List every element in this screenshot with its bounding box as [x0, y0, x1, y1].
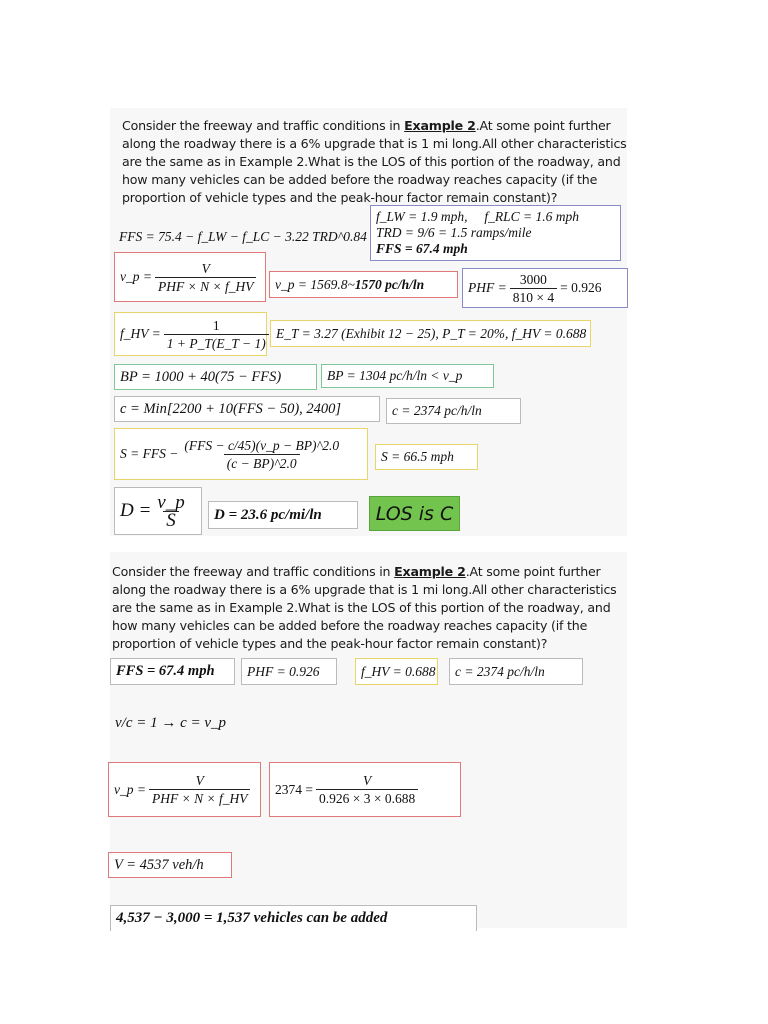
phf-box: PHF = $\frac{3000}{810 \times 4}$ = 0.926	[462, 268, 628, 308]
ffs-parameters-box: f_LW = 1.9 mph, f_RLC = 1.6 mph TRD = 9/6 = 1.5 ramps/mile FFS = 67.4 mph	[370, 205, 621, 261]
vp-value-box: v_p = 1569.8~ 1570 pc/h/ln	[269, 271, 458, 298]
density-value-box: D = 23.6 pc/mi/ln	[208, 501, 358, 529]
capacity-equation-box: 2374 = $\frac{V}{0.926 \times 3 \times 0.688}$	[269, 762, 461, 817]
problem-statement-2: Consider the freeway and traffic conditions in Example 2.At some point further along the roadway there is a 6% upgrade that is 1 mi long.All other characteristics are the same as in Example 2.What is the LOS of this portion of the roadway, and how many vehicles can be added before the roadway reaches capacity (if the proportion of vehicle types and the peak-hour factor remain constant)?	[112, 564, 617, 651]
ffs-equation: FFS = 75.4 − f_LW − f_LC − 3.22 TRD^0.84	[119, 229, 367, 244]
example-2-link[interactable]: Example 2	[404, 118, 476, 133]
density-formula-box: D = $\frac{v\_p}{S}$	[114, 487, 202, 535]
vp-formula-box: v_p = $\frac{V}{\text{PHF × N × f\_HV}}$	[114, 252, 266, 302]
vc-ratio-line: v/c = 1 → c = v_p	[115, 714, 227, 731]
fhv-given-box: f_HV = 0.688	[355, 658, 438, 685]
vehicles-added-result: 4,537 − 3,000 = 1,537 vehicles can be added	[110, 905, 477, 931]
capacity-given-box: c = 2374 pc/h/ln	[449, 658, 583, 685]
ffs-given-box: FFS = 67.4 mph	[110, 658, 235, 685]
bp-formula-box: BP = 1000 + 40(75 − FFS)	[114, 364, 317, 390]
speed-value-box: S = 66.5 mph	[375, 444, 478, 470]
vp-formula-box-2: v_p = $\frac{V}{\text{PHF × N × f\_HV}}$	[108, 762, 261, 817]
capacity-value-box: c = 2374 pc/h/ln	[386, 398, 521, 424]
volume-result-box: V = 4537 veh/h	[108, 852, 232, 878]
capacity-formula-box: c = Min[2200 + 10(FFS − 50), 2400]	[114, 396, 380, 422]
fhv-formula-box: f_HV = $\frac{1}{1 + P\_T(E\_T - 1)}$	[114, 312, 267, 356]
phf-given-box: PHF = 0.926	[241, 658, 337, 685]
problem-statement-1: Consider the freeway and traffic conditions in Example 2.At some point further along the roadway there is a 6% upgrade that is 1 mi long.All other characteristics are the same as in Example 2.What is the LOS of this portion of the roadway, and how many vehicles can be added before the roadway reaches capacity (if the proportion of vehicle types and the peak-hour factor remain constant)?	[122, 118, 627, 205]
bp-value-box: BP = 1304 pc/h/ln < v_p	[321, 364, 494, 388]
example-2-link-2[interactable]: Example 2	[394, 564, 466, 579]
speed-formula-box: S = FFS − $\frac{\text{(FFS − c/45)(v\_p − BP)\textasciicircum{}2.0}}{(c - BP)\^{}2.0}$	[114, 428, 368, 480]
et-values-box: E_T = 3.27 (Exhibit 12 − 25), P_T = 20%, f_HV = 0.688	[270, 320, 591, 347]
los-result-badge: LOS is C	[369, 496, 460, 531]
